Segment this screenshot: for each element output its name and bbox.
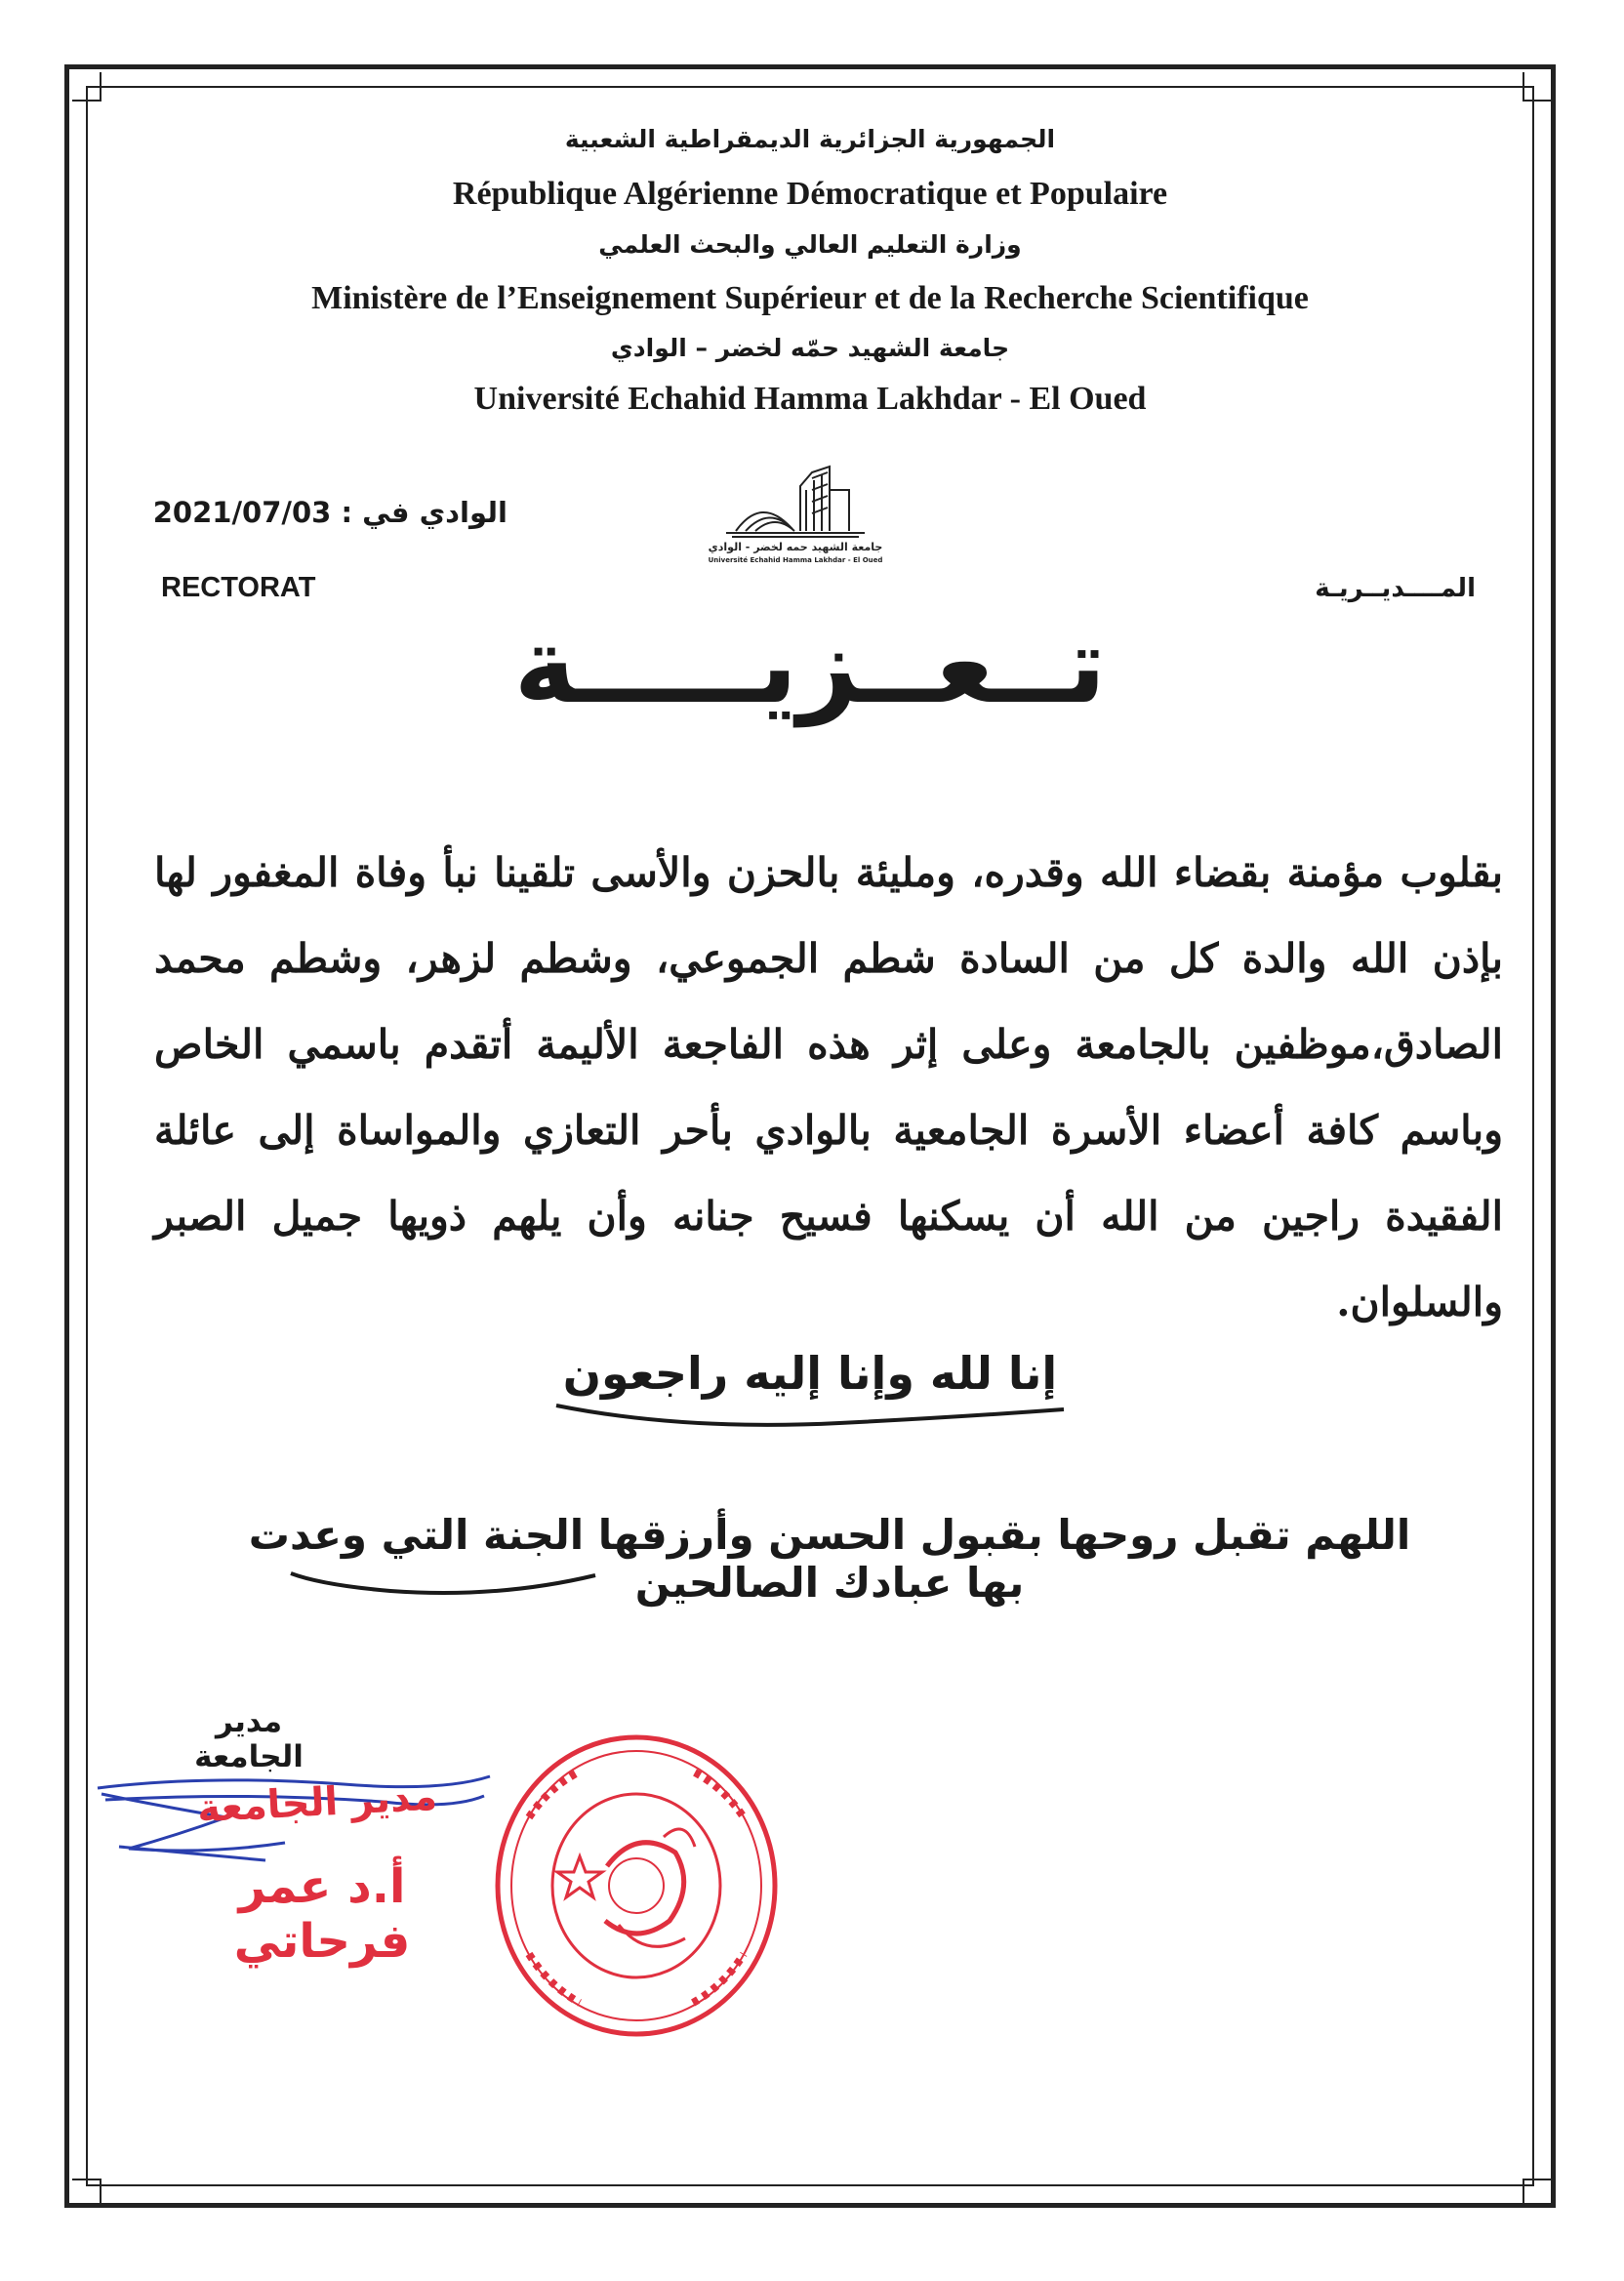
- signatory-name: أ.د عمر فرحاتي: [233, 1859, 411, 1969]
- header-ministry-arabic: وزارة التعليم العالي والبحث العلمي: [598, 230, 1022, 259]
- rectorat-label: RECTORAT: [161, 572, 316, 603]
- prayer-text: اللهم تقبل روحها بقبول الحسن وأرزقها الجنة التي وعدت بها عبادك الصالحين: [248, 1511, 1411, 1607]
- signature-stamp-text: مدير الجامعة: [196, 1773, 438, 1832]
- frame-corner-top-right: [1522, 72, 1552, 102]
- condolence-body: بقلوب مؤمنة بقضاء الله وقدره، ومليئة بالحزن والأسى تلقينا نبأ وفاة المغفور لها بإذن الله والدة كل من السادة شطم الجموعي، وشطم لزهر، وشطم محمد الصادق،موظفين بالجامعة وعلى إثر هذه الفاجعة الأليمة أتقدم باسمي الخاص وباسم كافة أعضاء الأسرة الجامعية بالوادي بأحر التعازي والمواساة إلى عائلة الفقيدة راجين من الله أن يسكنها فسيح جنانه وأن يلهم ذويها جميل الصبر والسلوان.: [154, 849, 1503, 1325]
- header-university-arabic: جامعة الشهيد حمّه لخضر – الوادي: [610, 334, 1010, 362]
- university-logo: [708, 451, 883, 568]
- date-line: الوادي في : 2021/07/03: [152, 496, 508, 529]
- frame-corner-top-left: [72, 72, 102, 102]
- logo-caption-arabic: جامعة الشهيد حمه لخضر - الوادي: [708, 541, 883, 553]
- direction-label: المــــديــريـة: [1315, 574, 1476, 603]
- verse-flourish: [547, 1396, 1074, 1435]
- header-ministry-french: Ministère de l’Enseignement Supérieur et de la Recherche Scientifique: [311, 280, 1309, 316]
- document-title: تــعــزيـــــة: [513, 605, 1107, 727]
- frame-corner-bottom-right: [1522, 2179, 1552, 2208]
- signature-title: مدير الجامعة: [194, 1704, 304, 1774]
- frame-corner-bottom-left: [72, 2179, 102, 2208]
- prayer-flourish: [283, 1564, 605, 1603]
- header-republic-arabic: الجمهورية الجزائرية الديمقراطية الشعبية: [564, 125, 1056, 153]
- header-republic-french: République Algérienne Démocratique et Populaire: [452, 176, 1168, 212]
- quran-verse: إنا لله وإنا إليه راجعون: [562, 1347, 1058, 1400]
- logo-caption-french: Université Echahid Hamma Lakhdar - El Oued: [708, 556, 883, 564]
- header-university-french: Université Echahid Hamma Lakhdar - El Oued: [473, 381, 1147, 417]
- official-seal: [490, 1730, 783, 2042]
